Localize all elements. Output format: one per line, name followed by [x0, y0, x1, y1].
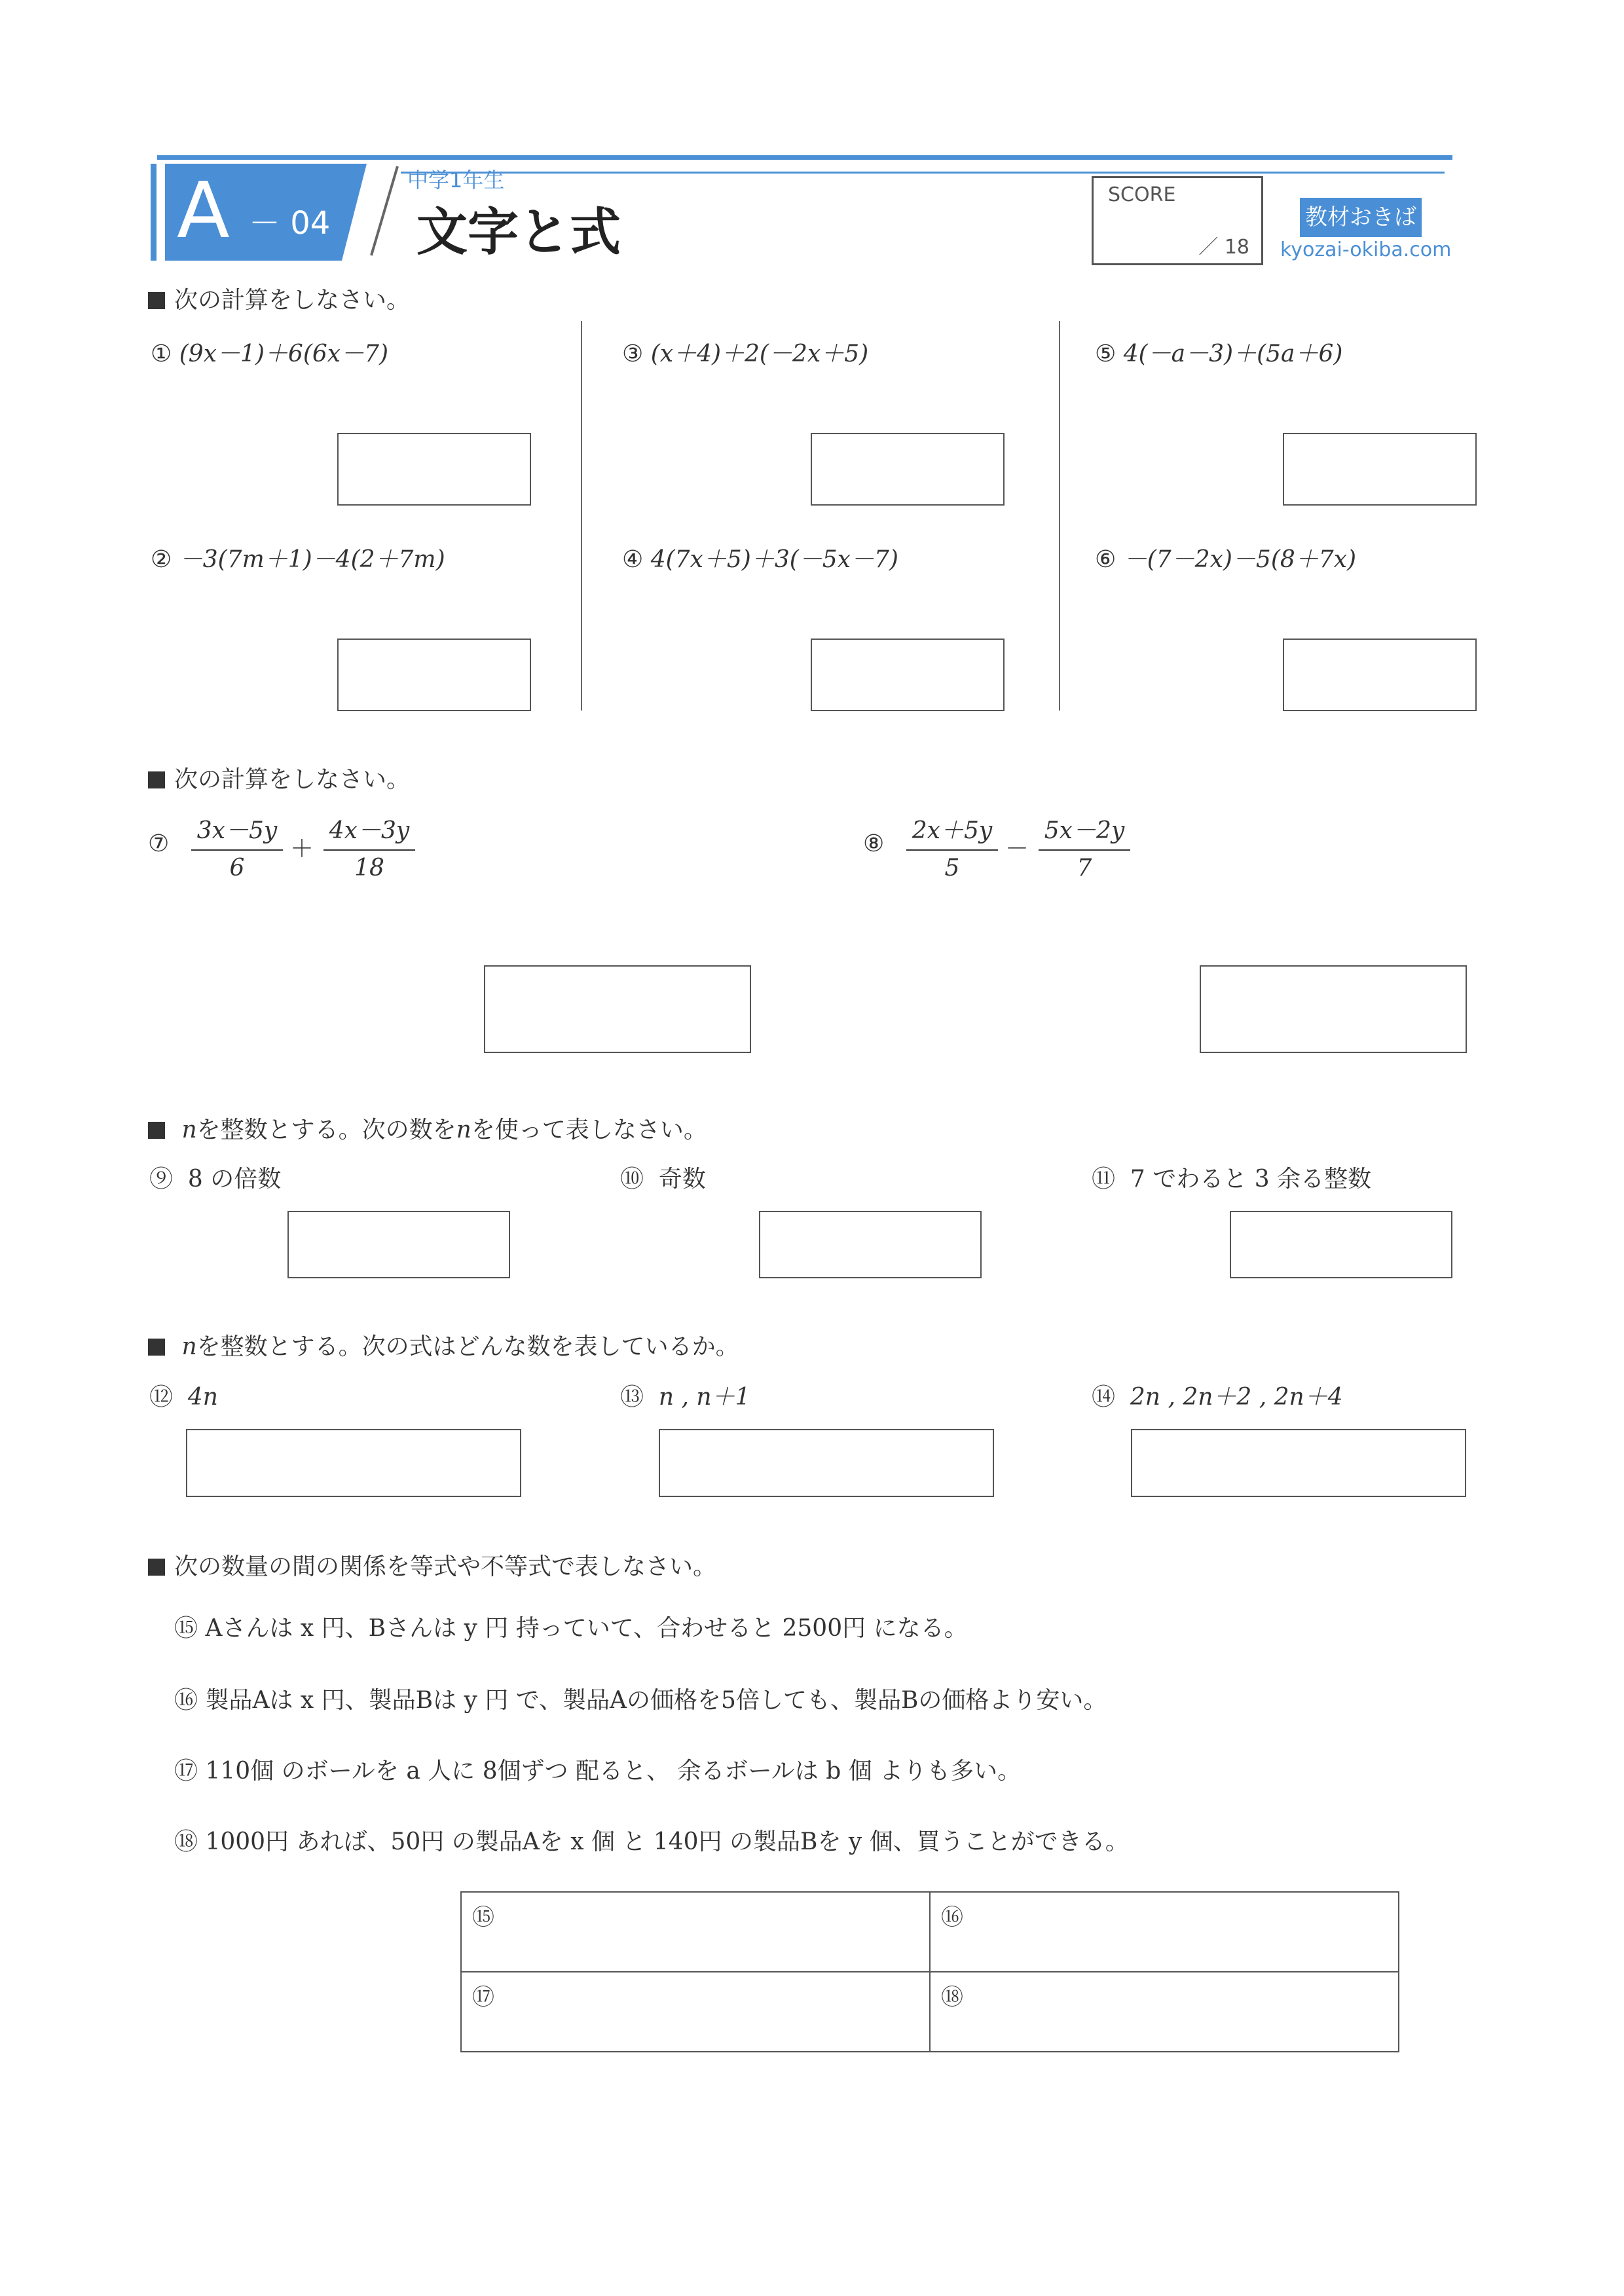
problem-12: ⑫ 4n: [149, 1384, 218, 1411]
problem-17: ⑰ 110個 のボールを a 人に 8個ずつ 配ると、 余るボールは b 個 よりも多い。: [174, 1758, 1022, 1785]
answer-box-5[interactable]: [1283, 433, 1477, 506]
problem-16: ⑯ 製品Aは x 円、製品Bは y 円 で、製品Aの価格を5倍しても、製品Bの価格より安い。: [174, 1687, 1107, 1714]
problem-8-num: ⑧: [863, 830, 885, 857]
answer-box-8[interactable]: [1200, 965, 1467, 1053]
unit-code-number: － 04: [249, 205, 331, 242]
square-bullet-icon: [148, 292, 165, 309]
section-4-heading: nを整数とする。次の式はどんな数を表しているか。: [148, 1328, 739, 1361]
score-total: ／ 18: [1198, 236, 1249, 259]
problem-6: ⑥ －(7－2x)－5(8＋7x): [1095, 546, 1357, 573]
answer-box-11[interactable]: [1230, 1211, 1452, 1278]
answer-box-10[interactable]: [759, 1211, 982, 1278]
section-1-heading: 次の計算をしなさい。: [148, 282, 410, 315]
problem-7-frac-2: $\frac{4x-3y}{18}$: [323, 812, 415, 881]
problem-5: ⑤ 4(－a－3)＋(5a＋6): [1095, 341, 1343, 367]
answer-cell-17[interactable]: ⑰: [461, 1972, 930, 2052]
score-box: [1092, 176, 1263, 265]
problem-8-frac-2: $\frac{5x-2y}{7}$: [1039, 812, 1130, 881]
answer-box-14[interactable]: [1131, 1429, 1466, 1497]
answer-cell-16[interactable]: ⑯: [930, 1892, 1399, 1972]
problem-7-frac-1: $\frac{3x-5y}{6}$: [191, 812, 283, 881]
section-2-heading: 次の計算をしなさい。: [148, 761, 410, 794]
answer-box-1[interactable]: [337, 433, 531, 506]
problem-11: ⑪ 7 でわると 3 余る整数: [1092, 1166, 1372, 1193]
unit-code-badge: [151, 164, 367, 261]
answer-box-9[interactable]: [287, 1211, 510, 1278]
problem-10: ⑩ 奇数: [620, 1166, 706, 1193]
problem-3: ③ (x＋4)＋2(－2x＋5): [622, 341, 869, 367]
unit-code-letter: A: [177, 165, 230, 255]
answer-box-3[interactable]: [811, 433, 1005, 506]
problem-7-op: ＋: [290, 836, 314, 862]
header-line-top: [157, 155, 1452, 160]
square-bullet-icon: [148, 1122, 165, 1139]
answer-box-13[interactable]: [659, 1429, 994, 1497]
section-3-heading: nを整数とする。次の数をnを使って表しなさい。: [148, 1111, 707, 1145]
site-url: kyozai-okiba.com: [1280, 238, 1452, 261]
square-bullet-icon: [148, 1339, 165, 1356]
answer-box-12[interactable]: [186, 1429, 521, 1497]
problem-1: ① (9x－1)＋6(6x－7): [151, 341, 389, 367]
answer-box-2[interactable]: [337, 639, 531, 711]
problem-8-op: －: [1005, 836, 1029, 862]
divider-2: [1059, 321, 1060, 711]
grade-label: 中学1年生: [407, 168, 505, 193]
problem-8-frac-1: $\frac{2x+5y}{5}$: [906, 812, 998, 881]
divider-1: [581, 321, 582, 711]
problem-18: ⑱ 1000円 あれば、50円 の製品Aを x 個 と 140円 の製品Bを y 個、買うことができる。: [174, 1828, 1129, 1855]
square-bullet-icon: [148, 771, 165, 788]
problem-14: ⑭ 2n , 2n＋2 , 2n＋4: [1092, 1384, 1343, 1411]
header-line-sub: [401, 172, 1445, 174]
answer-table: [460, 1891, 1399, 2052]
problem-7-num: ⑦: [148, 830, 170, 857]
answer-box-6[interactable]: [1283, 639, 1477, 711]
problem-13: ⑬ n , n＋1: [620, 1384, 750, 1411]
problem-15: ⑮ Aさんは x 円、Bさんは y 円 持っていて、合わせると 2500円 になる。: [174, 1615, 968, 1642]
answer-cell-15[interactable]: ⑮: [461, 1892, 930, 1972]
answer-cell-18[interactable]: ⑱: [930, 1972, 1399, 2052]
answer-box-7[interactable]: [484, 965, 751, 1053]
problem-2: ② －3(7m＋1)－4(2＋7m): [151, 546, 445, 573]
page-title: 文字と式: [416, 203, 621, 262]
problem-4: ④ 4(7x＋5)＋3(－5x－7): [622, 546, 898, 573]
problem-9: ⑨ 8 の倍数: [149, 1166, 282, 1193]
answer-box-4[interactable]: [811, 639, 1005, 711]
square-bullet-icon: [148, 1559, 165, 1576]
header-slash: [363, 164, 403, 262]
brand-badge: [1300, 198, 1422, 237]
brand-name: 教材おきば: [1305, 204, 1416, 231]
score-label: SCORE: [1108, 183, 1176, 206]
section-5-heading: 次の数量の間の関係を等式や不等式で表しなさい。: [148, 1548, 716, 1582]
